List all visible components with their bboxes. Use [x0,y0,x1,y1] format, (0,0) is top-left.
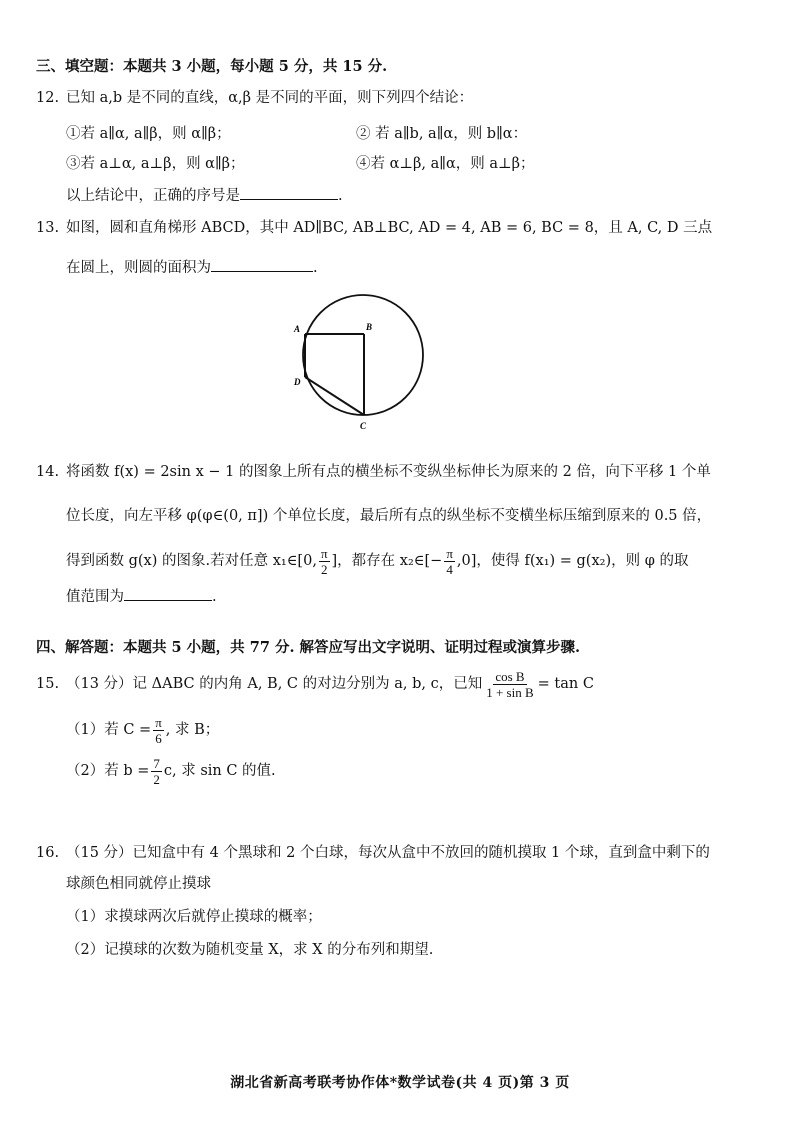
question-14-line-3-a: 得到函数 g(x) 的图象.若对任意 x₁∈[0, [66,553,317,569]
question-13-answer-blank[interactable] [211,257,313,272]
question-15-number: 15. [36,676,60,692]
question-13-answer-line [66,257,318,278]
question-13-line-2: 在圆上，则圆的面积为 [66,260,211,276]
question-12-option-1: ①若 a∥α, a∥β，则 α∥β； [66,126,231,142]
question-15-part-2-a: （2）若 b = [66,763,150,779]
fraction-cosb-over-1-plus-sinb: $\frac{\text{cos B}}{\text{1 + sin B}}$ [486,668,534,700]
question-13-period: . [313,260,318,276]
question-12-answer-blank[interactable] [240,185,338,200]
question-15-part-2-b: c, 求 sin C 的值. [163,763,276,779]
point-b-label: B [366,322,373,332]
fraction-7-over-2: $\frac{7}{2}$ [153,755,160,787]
fraction-pi-over-4: $\frac{\pi}{4}$ [446,545,453,577]
question-13-number: 13. [36,220,60,236]
section-3-heading: 三、填空题：本题共 3 小题，每小题 5 分，共 15 分. [36,58,388,75]
fraction-pi-over-2: $\frac{\pi}{2}$ [320,545,328,577]
question-15-part-1-a: （1）若 C = [66,722,152,738]
question-14-number: 14. [36,464,60,480]
circle-trapezoid-figure [290,288,440,438]
question-15-part-1 [66,712,219,748]
question-16-line-1: （15 分）已知盒中有 4 个黑球和 2 个白球，每次从盒中不放回的随机摸取 1 个球，直到盒中剩下的 [66,845,710,861]
point-c-label: C [360,421,367,431]
page-footer: 湖北省新高考联考协作体*数学试卷(共 4 页)第 3 页 [230,1075,570,1091]
question-14-line-3-c: ,0]，使得 f(x₁) = g(x₂)，则 φ 的取 [456,553,689,569]
question-15-part-1-b: , 求 B； [165,722,220,738]
point-d-label: D [294,377,301,387]
question-12-number: 12. [36,90,60,106]
question-16-part-2: （2）记摸球的次数为随机变量 X，求 X 的分布列和期望. [66,942,434,958]
segment-dc [305,377,364,415]
question-16-part-1: （1）求摸球两次后就停止摸球的概率； [66,909,322,925]
question-15-stem-b: = tan C [537,676,594,692]
question-12-period: . [338,188,343,204]
question-14-answer-blank[interactable] [124,586,212,601]
point-a-label: A [294,324,301,334]
question-14-period: . [212,589,217,605]
question-12-option-3: ③若 a⊥α, a⊥β，则 α∥β； [66,156,245,172]
question-15-stem-a: （13 分）记 ΔABC 的内角 A, B, C 的对边分别为 a, b, c，已知 [66,676,483,692]
question-15-part-2 [66,753,276,789]
fraction-pi-over-6: $\frac{\pi}{6}$ [155,714,162,746]
question-15-stem [66,664,594,704]
question-14-line-3-b: ]，都存在 x₂∈[− [331,553,443,569]
question-14-line-2: 位长度，向左平移 φ(φ∈(0, π]) 个单位长度，最后所有点的纵坐标不变横坐标压缩到原来的 0.5 倍， [66,508,712,524]
question-14-line-4: 值范围为 [66,589,124,605]
question-16-line-2: 球颜色相同就停止摸球 [66,876,211,892]
question-12-option-2: ② 若 a∥b, a∥α，则 b∥α： [356,126,528,142]
question-14-answer-line [66,586,217,607]
question-12-answer-line [66,185,343,206]
question-16-number: 16. [36,845,60,861]
question-13-line-1: 如图，圆和直角梯形 ABCD，其中 AD∥BC, AB⊥BC, AD = 4, AB = 6, BC = 8，且 A, C, D 三点 [66,220,713,236]
question-12-option-4: ④若 α⊥β, a∥α，则 a⊥β； [356,156,535,172]
question-14-line-3 [66,543,689,579]
section-4-heading: 四、解答题：本题共 5 小题，共 77 分. 解答应写出文字说明、证明过程或演算步骤. [36,639,581,656]
question-14-line-1: 将函数 f(x) = 2sin x − 1 的图象上所有点的横坐标不变纵坐标伸长为原来的 2 倍，向下平移 1 个单 [66,464,711,480]
question-12-stem: 已知 a,b 是不同的直线，α,β 是不同的平面，则下列四个结论： [66,90,474,106]
question-12-ending: 以上结论中，正确的序号是 [66,188,240,204]
